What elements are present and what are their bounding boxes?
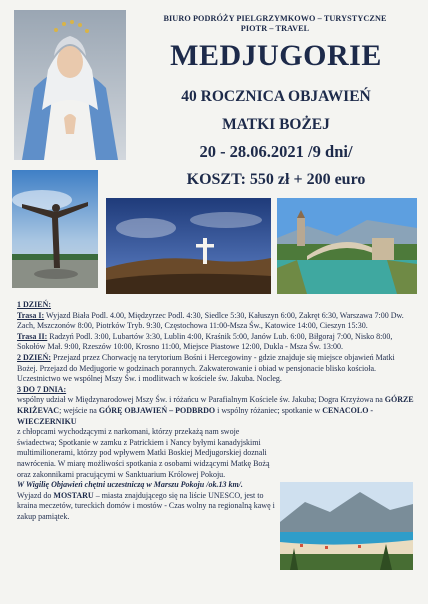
route-1: Trasa I: Wyjazd Biała Podl. 4.00, Międzyrzec Podl. 4:30, Siedlce 5:30, Kałuszyn 6:00, Zakręt 6:30, Warszawa 7:00 Dw. Zach, Mszczonów 8:00, Piotrków Tryb. 9:30, Częstochowa 11:00-Msza Św., Katowice 14:00, Cieszyn 15:30. xyxy=(17,310,404,331)
mostar-paragraph: Wyjazd do MOSTARU – miasta znajdującego się na liście UNESCO, jest to kraina meczetów, tureckich domów i mostów - Czas wolny na regionalną kawę i zakup pamiątek. xyxy=(17,490,275,521)
cross-on-hill-photo xyxy=(106,198,271,294)
day1-heading: 1 DZIEŃ: xyxy=(17,300,52,309)
apparition-line: MATKI BOŻEJ xyxy=(222,116,330,133)
page-title: MEDJUGORIE xyxy=(170,39,382,72)
mary-statue-photo xyxy=(14,10,126,160)
vigil-note: W Wigilię Objawień chętni uczestniczą w Marszu Pokoju /ok.13 km/. xyxy=(17,480,243,490)
day2-paragraph: 2 DZIEŃ: Przejazd przez Chorwację na terytorium Bośni i Hercegowiny - gdzie znajduje się miejsce objawień Matki Bożej. Przejazd do Medjugorie w godzinach porannych. Zakwaterowanie i obiad w pensjonacie blisko kościoła. Uczestnictwo we wspólnej Mszy Św. i modlitwach w kościele św. Jakuba. Nocleg. xyxy=(17,352,395,384)
itinerary-text xyxy=(17,300,415,522)
anniversary-line: 40 ROCZNICA OBJAWIEŃ xyxy=(181,88,371,105)
route-2: Trasa II: Radzyń Podl. 3:00, Lubartów 3:30, Lublin 4:00, Kraśnik 5:00, Janów Lub. 6:00, Biłgoraj 7:00, Nisko 8:00, Sokołów Mał. 9:00, Rzeszów 10:00, Krosno 11:00, Miejsce Piastowe 12:00, Dukla - Msza Św. 13:00. xyxy=(17,331,393,352)
day3-paragraph-1: wspólny udział w Międzynarodowej Mszy Św. i różańcu w Parafialnym Kościele św. Jakuba; Dogra Krzyżowa na GÓRZE KRIŻEVAC; wejście na GÓRĘ OBJAWIEŃ – PODBRDO i wspólny różaniec; spotkanie w CENACOLO - WIECZERNIKU xyxy=(17,395,414,426)
agency-name xyxy=(136,14,414,34)
agency-line-1: BIURO PODRÓŻY PIELGRZYMKOWO – TURYSTYCZNE xyxy=(163,14,387,23)
day3-heading: 3 DO 7 DNIA: xyxy=(17,384,67,394)
dates-line: 20 - 28.06.2021 /9 dni/ xyxy=(199,142,353,161)
risen-christ-sculpture-photo xyxy=(12,170,98,288)
agency-line-2: PIOTR – TRAVEL xyxy=(240,24,310,33)
mostar-bridge-photo xyxy=(277,198,417,294)
cost-line: KOSZT: 550 zł + 200 euro xyxy=(186,171,366,188)
day3-paragraph-2: z chłopcami wychodzącymi z narkomani, którzy przekażą nam swoje świadectwa; Spotkanie w zamku z Patrickiem i Nancy byłymi kanadyjskimi multimilionerami, którzy pod wpływem Matki Boskiej Medjugorskiej doznali nawrócenia. W miarę możliwości spotkania z osobami widzącymi Matkę Bożą oraz zakonnikami pracującymi w Sanktuarium Królowej Pokoju. xyxy=(17,427,270,479)
